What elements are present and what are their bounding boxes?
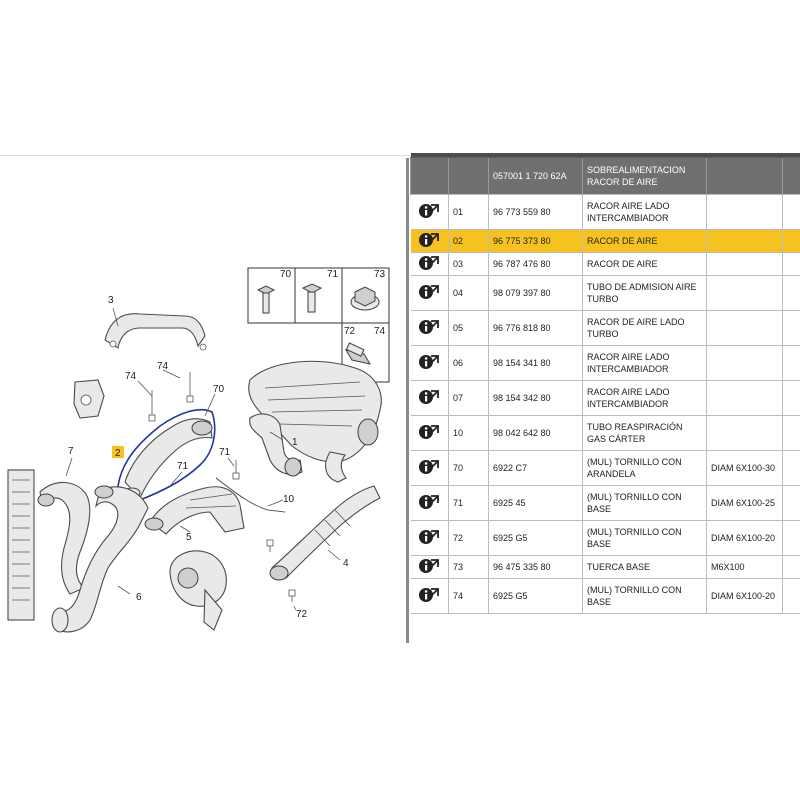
row-description: TUBO DE ADMISION AIRE TURBO <box>583 276 707 311</box>
row-info-cell[interactable] <box>411 253 449 276</box>
row-reference: 96 773 559 80 <box>489 195 583 230</box>
row-note <box>707 381 783 416</box>
row-note <box>707 230 783 253</box>
row-note: DIAM 6X100-30 <box>707 451 783 486</box>
row-reference: 96 475 335 80 <box>489 556 583 579</box>
callout-label[interactable]: 4 <box>343 558 349 569</box>
row-description: (MUL) TORNILLO CON BASE <box>583 486 707 521</box>
intercooler[interactable] <box>8 470 34 620</box>
row-number: 02 <box>449 230 489 253</box>
row-tail-cell <box>783 416 800 451</box>
info-arrow-icon[interactable] <box>418 388 440 406</box>
fastener-72-label: 72 <box>344 326 356 337</box>
info-arrow-icon[interactable] <box>418 254 440 272</box>
row-reference: 98 154 341 80 <box>489 346 583 381</box>
row-tail-cell <box>783 253 800 276</box>
row-description: RACOR AIRE LADO INTERCAMBIADOR <box>583 346 707 381</box>
callout-label[interactable]: 3 <box>108 295 114 306</box>
info-arrow-icon[interactable] <box>418 458 440 476</box>
table-row-selected[interactable] <box>411 230 800 253</box>
fastener-73-label: 73 <box>374 269 386 280</box>
row-tail-cell <box>783 451 800 486</box>
info-arrow-icon[interactable] <box>418 231 440 249</box>
table-row[interactable] <box>411 311 800 346</box>
info-arrow-icon[interactable] <box>418 318 440 336</box>
row-tail-cell <box>783 521 800 556</box>
row-reference: 98 079 397 80 <box>489 276 583 311</box>
row-description: TUERCA BASE <box>583 556 707 579</box>
row-number: 03 <box>449 253 489 276</box>
table-row[interactable] <box>411 195 800 230</box>
row-note: M6X100 <box>707 556 783 579</box>
row-number: 04 <box>449 276 489 311</box>
table-row[interactable] <box>411 416 800 451</box>
row-number: 01 <box>449 195 489 230</box>
row-tail-cell <box>783 346 800 381</box>
row-info-cell[interactable] <box>411 486 449 521</box>
parts-table-body <box>411 195 800 614</box>
row-tail-cell <box>783 381 800 416</box>
row-note: DIAM 6X100-20 <box>707 521 783 556</box>
header-icon-cell <box>411 158 449 195</box>
turbocharger[interactable] <box>170 551 226 630</box>
row-info-cell[interactable] <box>411 381 449 416</box>
row-description: RACOR AIRE LADO INTERCAMBIADOR <box>583 195 707 230</box>
callout-label[interactable]: 10 <box>283 494 295 505</box>
callout-label[interactable]: 7 <box>68 446 74 457</box>
row-tail-cell <box>783 311 800 346</box>
row-number: 10 <box>449 416 489 451</box>
info-arrow-icon[interactable] <box>418 283 440 301</box>
table-row[interactable] <box>411 451 800 486</box>
row-note: DIAM 6X100-20 <box>707 579 783 614</box>
row-tail-cell <box>783 230 800 253</box>
header-desc-cell: SOBREALIMENTACION RACOR DE AIRE <box>583 158 707 195</box>
row-reference: 6925 G5 <box>489 521 583 556</box>
fastener-70-label: 70 <box>280 269 292 280</box>
row-info-cell[interactable] <box>411 230 449 253</box>
row-number: 70 <box>449 451 489 486</box>
row-number: 07 <box>449 381 489 416</box>
row-tail-cell <box>783 556 800 579</box>
row-reference: 96 776 818 80 <box>489 311 583 346</box>
row-description: TUBO REASPIRACIÓN GAS CÁRTER <box>583 416 707 451</box>
parts-diagram <box>0 160 405 650</box>
table-row[interactable] <box>411 346 800 381</box>
row-number: 73 <box>449 556 489 579</box>
valve-part[interactable] <box>74 380 104 418</box>
row-number: 71 <box>449 486 489 521</box>
diagram-svg <box>0 160 405 650</box>
row-reference: 96 787 476 80 <box>489 253 583 276</box>
callout-label[interactable]: 5 <box>186 532 192 543</box>
row-note <box>707 416 783 451</box>
callout-label[interactable]: 74 <box>125 371 137 382</box>
callout-label[interactable]: 74 <box>157 361 169 372</box>
header-ref-cell: 057001 1 720 62A <box>489 158 583 195</box>
row-tail-cell <box>783 579 800 614</box>
panel-divider <box>406 158 409 643</box>
row-info-cell[interactable] <box>411 276 449 311</box>
row-reference: 96 775 373 80 <box>489 230 583 253</box>
info-arrow-icon[interactable] <box>418 202 440 220</box>
parts-table <box>410 153 800 614</box>
row-note <box>707 195 783 230</box>
row-description: (MUL) TORNILLO CON BASE <box>583 579 707 614</box>
row-info-cell[interactable] <box>411 579 449 614</box>
row-description: RACOR DE AIRE <box>583 253 707 276</box>
row-reference: 6925 G5 <box>489 579 583 614</box>
info-arrow-icon[interactable] <box>418 586 440 604</box>
fastener-72-bolt-icon[interactable] <box>344 326 356 337</box>
info-arrow-icon[interactable] <box>418 557 440 575</box>
row-note <box>707 253 783 276</box>
turbo-intake-tube-part-5[interactable] <box>145 487 244 534</box>
row-note <box>707 311 783 346</box>
row-note <box>707 346 783 381</box>
table-row[interactable] <box>411 253 800 276</box>
row-number: 74 <box>449 579 489 614</box>
fastener-74-label: 74 <box>374 326 386 337</box>
row-info-cell[interactable] <box>411 416 449 451</box>
row-note <box>707 276 783 311</box>
air-duct-part-2[interactable] <box>118 410 215 502</box>
row-info-cell[interactable] <box>411 346 449 381</box>
hose-part-3[interactable] <box>105 314 206 350</box>
table-row[interactable] <box>411 579 800 614</box>
row-info-cell[interactable] <box>411 556 449 579</box>
row-info-cell[interactable] <box>411 195 449 230</box>
info-arrow-icon[interactable] <box>418 528 440 546</box>
fastener-71-label: 71 <box>327 269 339 280</box>
row-number: 72 <box>449 521 489 556</box>
header-num-cell <box>449 158 489 195</box>
info-arrow-icon[interactable] <box>418 493 440 511</box>
table-row[interactable] <box>411 521 800 556</box>
row-tail-cell <box>783 486 800 521</box>
row-description: RACOR AIRE LADO INTERCAMBIADOR <box>583 381 707 416</box>
header-note-cell <box>707 158 783 195</box>
row-info-cell[interactable] <box>411 451 449 486</box>
row-description: RACOR DE AIRE <box>583 230 707 253</box>
table-row[interactable] <box>411 276 800 311</box>
callout-label[interactable]: 72 <box>296 609 308 620</box>
row-tail-cell <box>783 276 800 311</box>
callout-label[interactable]: 6 <box>136 592 142 603</box>
callout-label[interactable]: 70 <box>213 384 225 395</box>
header-tail-cell <box>783 158 800 195</box>
row-number: 05 <box>449 311 489 346</box>
hose-part-7[interactable] <box>38 482 90 594</box>
row-tail-cell <box>783 195 800 230</box>
row-info-cell[interactable] <box>411 311 449 346</box>
callout-label[interactable]: 71 <box>177 461 189 472</box>
callout-label[interactable]: 71 <box>219 447 231 458</box>
row-description: (MUL) TORNILLO CON ARANDELA <box>583 451 707 486</box>
row-reference: 6925 45 <box>489 486 583 521</box>
row-number: 06 <box>449 346 489 381</box>
row-reference: 98 154 342 80 <box>489 381 583 416</box>
table-row[interactable] <box>411 381 800 416</box>
row-reference: 6922 C7 <box>489 451 583 486</box>
table-row[interactable] <box>411 556 800 579</box>
row-description: RACOR DE AIRE LADO TURBO <box>583 311 707 346</box>
row-description: (MUL) TORNILLO CON BASE <box>583 521 707 556</box>
info-arrow-icon[interactable] <box>418 423 440 441</box>
callout-label[interactable]: 1 <box>292 437 298 448</box>
row-note: DIAM 6X100-25 <box>707 486 783 521</box>
table-row[interactable] <box>411 486 800 521</box>
info-arrow-icon[interactable] <box>418 353 440 371</box>
row-info-cell[interactable] <box>411 521 449 556</box>
table-header-row <box>411 158 800 195</box>
callout-label-highlighted[interactable]: 2 <box>115 448 121 459</box>
row-reference: 98 042 642 80 <box>489 416 583 451</box>
